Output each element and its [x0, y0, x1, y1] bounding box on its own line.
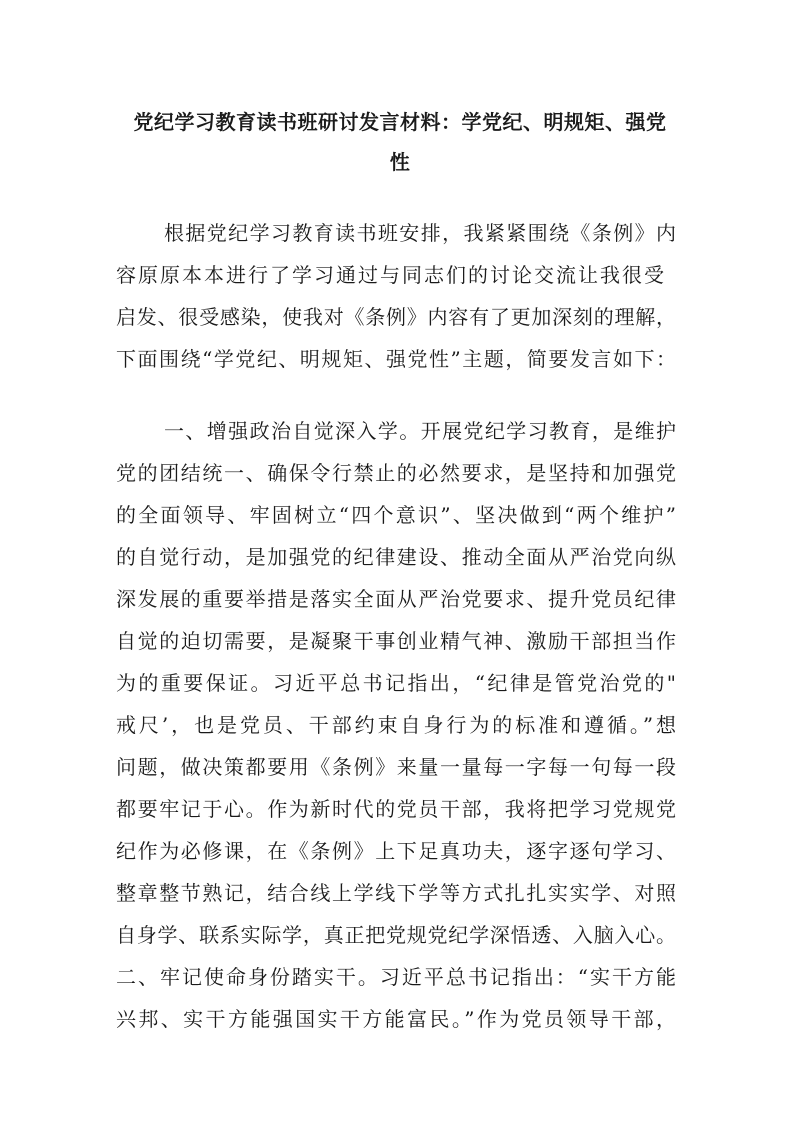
paragraph-line: 纪作为必修课，在《条例》上下足真功夫，逐字逐句学习、: [116, 839, 676, 863]
paragraph-line: 一、增强政治自觉深入学。开展党纪学习教育，是维护: [164, 419, 676, 443]
paragraph-line: 启发、很受感染，使我对《条例》内容有了更加深刻的理解，: [116, 305, 676, 329]
document-title-continuation: 性: [389, 150, 411, 174]
paragraph-line: 根据党纪学习教育读书班安排，我紧紧围绕《条例》内: [164, 221, 676, 245]
paragraph-line: 的自觉行动，是加强党的纪律建设、推动全面从严治党向纵: [116, 545, 676, 569]
paragraph-line: 容原原本本进行了学习通过与同志们的讨论交流让我很受: [116, 263, 664, 287]
paragraph-line: 戒尺’，也是党员、干部约束自身行为的标准和遵循。”想: [116, 713, 676, 737]
paragraph-line: 都要牢记于心。作为新时代的党员干部，我将把学习党规党: [116, 797, 676, 821]
paragraph-line: 问题，做决策都要用《条例》来量一量每一字每一句每一段: [116, 755, 676, 779]
paragraph-line: 下面围绕“学党纪、明规矩、强党性”主题，简要发言如下：: [116, 347, 676, 371]
paragraph-line: 兴邦、实干方能强国实干方能富民。”作为党员领导干部，: [116, 1007, 676, 1031]
paragraph-line: 为的重要保证。习近平总书记指出，“纪律是管党治党的": [116, 671, 676, 695]
paragraph-line: 深发展的重要举措是落实全面从严治党要求、提升党员纪律: [116, 587, 676, 611]
paragraph-line: 党的团结统一、确保令行禁止的必然要求，是坚持和加强党: [116, 461, 676, 485]
document-title: 党纪学习教育读书班研讨发言材料：学党纪、明规矩、强党: [133, 110, 667, 134]
paragraph-line: 自身学、联系实际学，真正把党规党纪学深悟透、入脑入心。: [116, 923, 676, 947]
paragraph-line: 整章整节熟记，结合线上学线下学等方式扎扎实实学、对照: [116, 881, 676, 905]
paragraph-line: 自觉的迫切需要，是凝聚干事创业精气神、激励干部担当作: [116, 629, 676, 653]
paragraph-line: 的全面领导、牢固树立“四个意识”、坚决做到“两个维护”: [116, 503, 676, 527]
paragraph-line: 二、牢记使命身份踏实干。习近平总书记指出：“实干方能: [116, 965, 676, 989]
